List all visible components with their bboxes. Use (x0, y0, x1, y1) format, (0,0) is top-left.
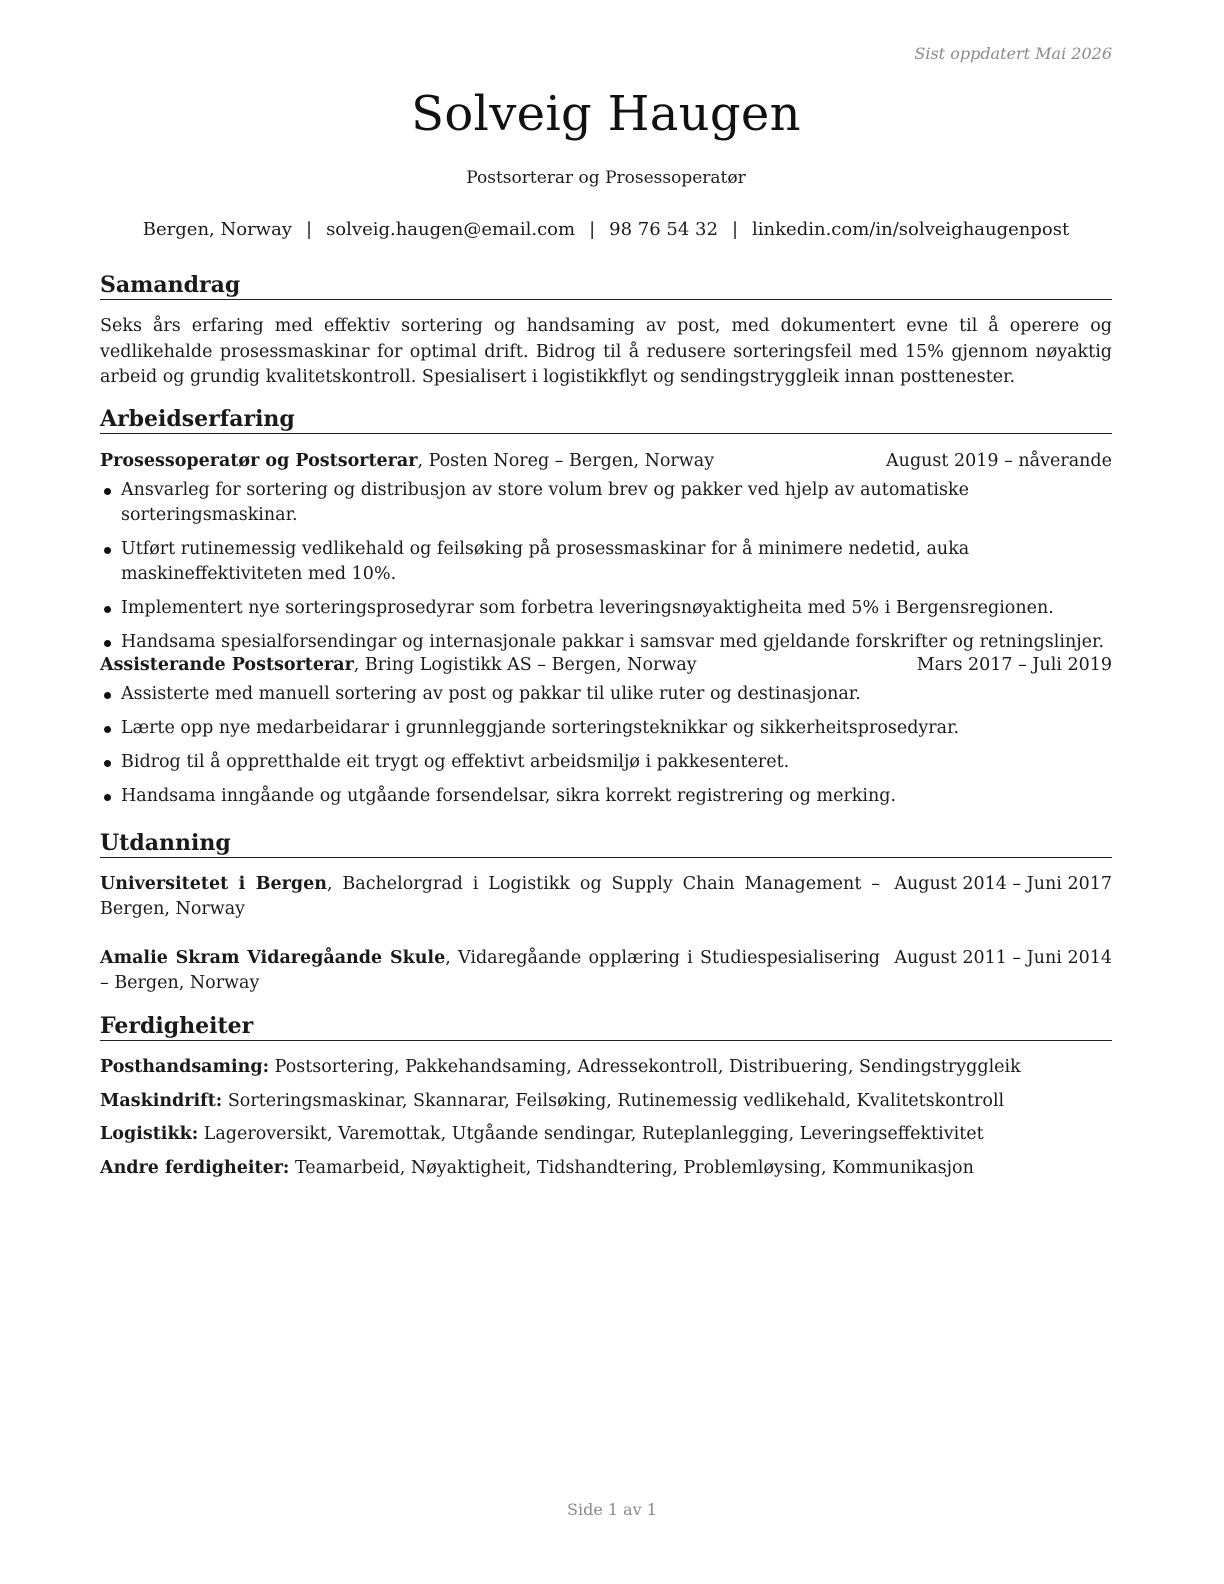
contact-separator: | (731, 219, 739, 240)
contact-email[interactable]: solveig.haugen@email.com (326, 219, 576, 240)
education-entry (100, 872, 1112, 922)
candidate-title: Postsorterar og Prosessoperatør (466, 168, 746, 188)
skill-category: Logistikk: (100, 1124, 199, 1144)
skill-row (100, 1089, 1112, 1114)
skill-category: Andre ferdigheiter: (100, 1158, 290, 1178)
skill-category: Maskindrift: (100, 1091, 223, 1111)
job-role: Assisterande Postsorterar (100, 655, 354, 675)
job-bullet: Lærte opp nye medarbeidarar i grunnleggjande sorteringsteknikkar og sikkerheitsprosedyrar. (100, 716, 1112, 741)
job-header (100, 653, 1112, 678)
summary-text: Seks års erfaring med effektiv sortering og handsaming av post, med dokumentert evne til å operere og vedlikehalde prosessmaskinar for optimal drift. Bidrog til å redusere sorteringsfeil med 15% gjennom nøyaktig arbeid og grundig kvalitetskontroll. Spesialisert i logistikkflyt og sendingstryggleik innan posttenester. (100, 316, 1112, 387)
job-bullet: Handsama spesialforsendingar og internasjonale pakkar i samsvar med gjeldande forskrifter og retningslinjer. (100, 630, 1112, 655)
education-text (100, 872, 880, 922)
job-bullet: Bidrog til å oppretthalde eit trygt og effektivt arbeidsmiljø i pakkesenteret. (100, 750, 1112, 775)
experience-heading: Arbeidserfaring (100, 406, 1112, 434)
contact-separator: | (589, 219, 596, 240)
job-role: Prosessoperatør og Postsorterar (100, 451, 418, 471)
skill-list: Postsortering, Pakkehandsaming, Adressekontroll, Distribuering, Sendingstryggleik (269, 1057, 1021, 1077)
skills-heading: Ferdigheiter (100, 1013, 1112, 1041)
education-dates: August 2011 – Juni 2014 (894, 948, 1112, 968)
job-entry (100, 653, 1112, 818)
job-header (100, 449, 1112, 474)
contact-phone: 98 76 54 32 (609, 219, 718, 240)
education-text (100, 946, 880, 996)
page-number: Side 1 av 1 (567, 1500, 657, 1519)
education-school: Amalie Skram Vidaregåande Skule (100, 948, 446, 968)
job-bullet: Handsama inngåande og utgåande forsendelsar, sikra korrekt registrering og merking. (100, 784, 1112, 809)
job-bullets (100, 682, 1112, 809)
candidate-name: Solveig Haugen (411, 86, 801, 142)
job-dates: Mars 2017 – Juli 2019 (916, 655, 1112, 675)
job-dates: August 2019 – nåverande (886, 451, 1112, 471)
job-bullet: Ansvarleg for sortering og distribusjon av store volum brev og pakker ved hjelp av automatiske sorteringsmaskinar. (100, 478, 1112, 528)
job-bullets (100, 478, 1112, 655)
job-org: , Bring Logistikk AS – Bergen, Norway (353, 655, 697, 675)
contact-linkedin[interactable]: linkedin.com/in/solveighaugenpost (752, 219, 1070, 240)
job-role-org (100, 653, 697, 678)
education-detail: , Vidaregåande opplæring i Studiespesialisering – Bergen, Norway (100, 948, 881, 993)
education-entry (100, 946, 1112, 996)
skill-row (100, 1122, 1112, 1147)
education-detail: , Bachelorgrad i Logistikk og Supply Chain Management – Bergen, Norway (100, 874, 881, 919)
education-school: Universitetet i Bergen (100, 874, 327, 894)
contact-line (100, 219, 1112, 240)
contact-separator: | (305, 219, 313, 240)
education-heading: Utdanning (100, 830, 1112, 858)
skill-list: Teamarbeid, Nøyaktigheit, Tidshandtering, Problemløysing, Kommunikasjon (289, 1158, 974, 1178)
job-entry (100, 449, 1112, 664)
education-dates: August 2014 – Juni 2017 (894, 874, 1112, 894)
job-bullet: Implementert nye sorteringsprosedyrar som forbetra leveringsnøyaktigheita med 5% i Bergensregionen. (100, 596, 1112, 621)
skill-list: Sorteringsmaskinar, Skannarar, Feilsøking, Rutinemessig vedlikehald, Kvalitetskontroll (222, 1091, 1005, 1111)
skill-category: Posthandsaming: (100, 1057, 270, 1077)
last-updated: Sist oppdatert Mai 2026 (914, 44, 1112, 63)
job-bullet: Utført rutinemessig vedlikehald og feilsøking på prosessmaskinar for å minimere nedetid, auka maskineffektiviteten med 10%. (100, 537, 1112, 587)
skill-row (100, 1156, 1112, 1181)
skill-list: Lageroversikt, Varemottak, Utgåande sendingar, Ruteplanlegging, Leveringseffektivitet (198, 1124, 984, 1144)
job-bullet: Assisterte med manuell sortering av post og pakkar til ulike ruter og destinasjonar. (100, 682, 1112, 707)
summary-heading: Samandrag (100, 272, 1112, 300)
job-role-org (100, 449, 714, 474)
job-org: , Posten Noreg – Bergen, Norway (417, 451, 715, 471)
contact-location: Bergen, Norway (142, 219, 292, 240)
skill-row (100, 1055, 1112, 1080)
